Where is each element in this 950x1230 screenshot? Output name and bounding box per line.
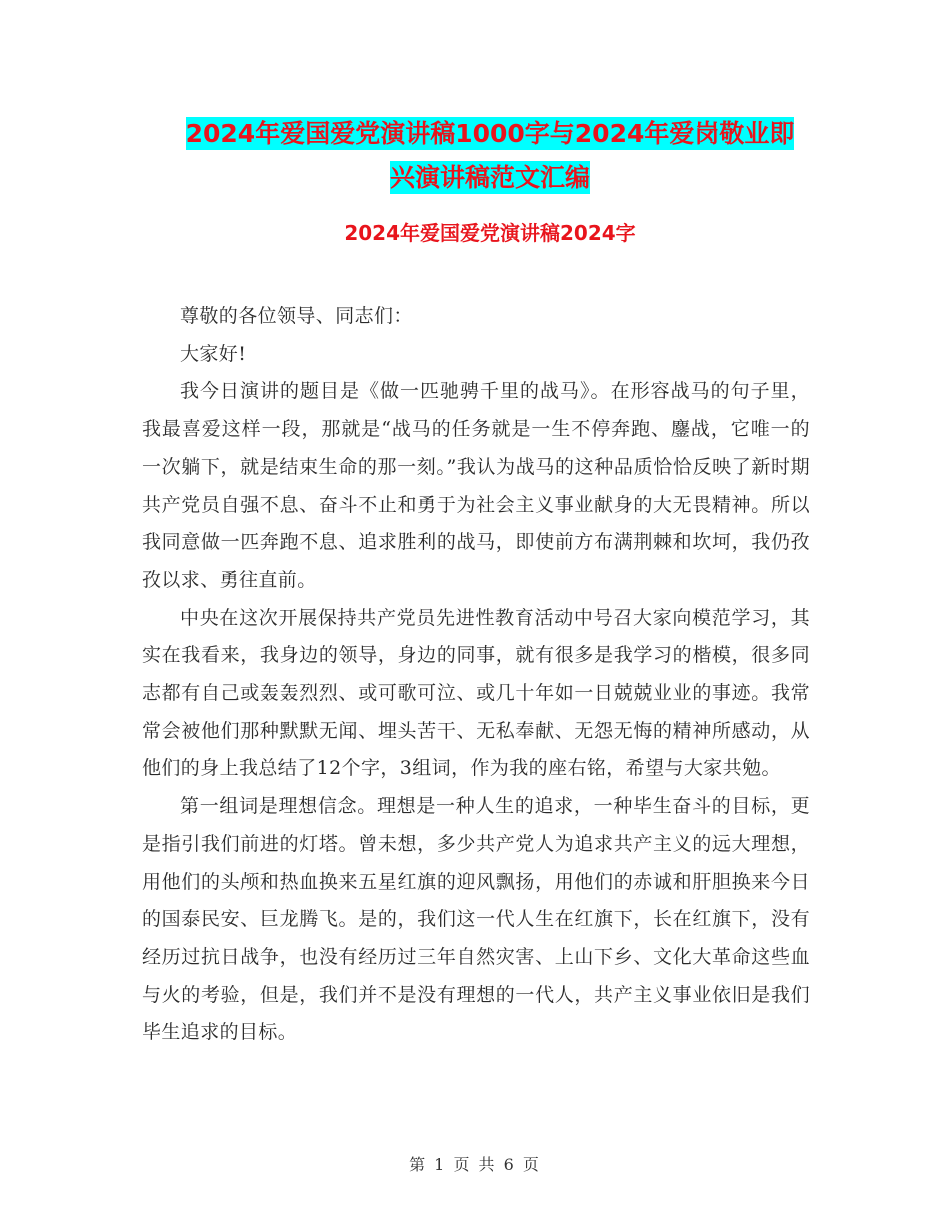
paragraph-role-models: 中央在这次开展保持共产党员先进性教育活动中号召大家向模范学习，其实在我看来，我身边的领导，身边的同事，就有很多是我学习的楷模，很多同志都有自己或轰轰烈烈、或可歌可泣、或几十年如一日兢兢业业的事迹。我常常会被他们那种默默无闻、埋头苦干、无私奉献、无怨无悔的精神所感动，从他们的身上我总结了12个字，3组词，作为我的座右铭，希望与大家共勉。 (142, 606, 810, 780)
document-title (140, 112, 840, 200)
document-title-line-1: 2024年爱国爱党演讲稿1000字与2024年爱岗敬业即 (185, 119, 795, 148)
paragraph-salutation: 尊敬的各位领导、同志们： (180, 305, 413, 327)
paragraph-speech-topic: 我今日演讲的题目是《做一匹驰骋千里的战马》。在形容战马的句子里，我最喜爱这样一段，那就是“战马的任务就是一生不停奔跑、鏖战，它唯一的一次躺下，就是结束生命的那一刻。”我认为战马的这种品质恰恰反映了新时期共产党员自强不息、奋斗不止和勇于为社会主义事业献身的大无畏精神。所以我同意做一匹奔跑不息、追求胜利的战马，即使前方布满荆棘和坎坷，我仍孜孜以求、勇往直前。 (142, 380, 810, 591)
paragraph-ideals: 第一组词是理想信念。理想是一种人生的追求，一种毕生奋斗的目标，更是指引我们前进的灯塔。曾未想，多少共产党人为追求共产主义的远大理想，用他们的头颅和热血换来五星红旗的迎风飘扬，用他们的赤诚和肝胆换来今日的国泰民安、巨龙腾飞。是的，我们这一代人生在红旗下，长在红旗下，没有经历过抗日战争，也没有经历过三年自然灾害、上山下乡、文化大革命这些血与火的考验，但是，我们并不是没有理想的一代人，共产主义事业依旧是我们毕生追求的目标。 (142, 795, 810, 1044)
document-title-line-2: 兴演讲稿范文汇编 (389, 163, 590, 192)
paragraph-greeting: 大家好! (180, 342, 247, 365)
section-title: 2024年爱国爱党演讲稿2024字 (344, 221, 636, 245)
page-footer: 第 1 页 共 6 页 (409, 1155, 541, 1174)
document-body (142, 298, 810, 1052)
